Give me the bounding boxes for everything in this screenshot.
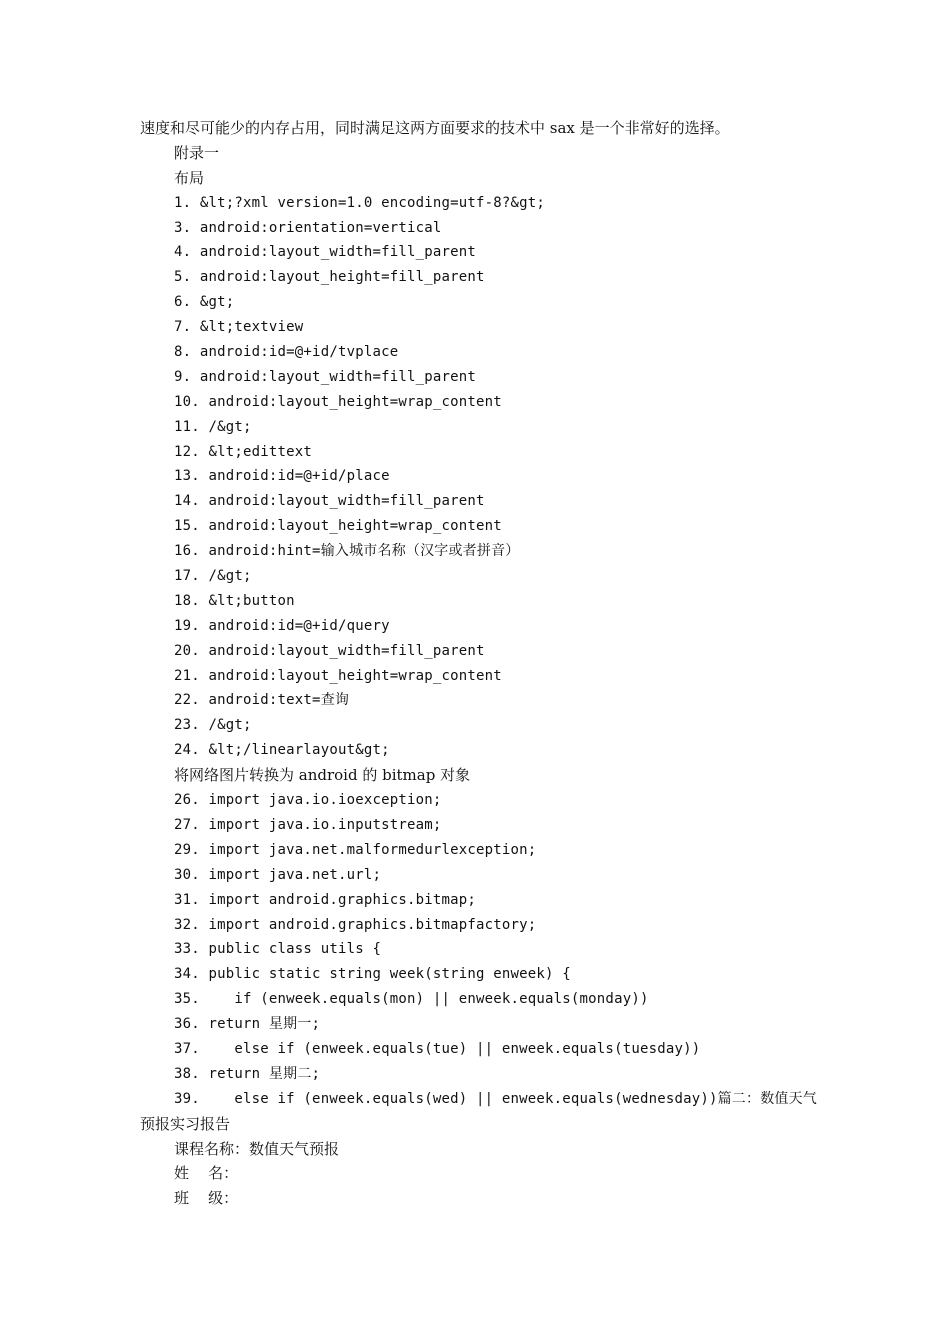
- code-line: 23. /&gt;: [174, 717, 252, 734]
- code-line: 7. &lt;textview: [174, 319, 304, 336]
- code-line: 12. &lt;edittext: [174, 443, 313, 460]
- code-line: 30. import java.net.url;: [174, 866, 382, 883]
- code-line: 11. /&gt;: [174, 418, 252, 435]
- code-line: 33. public class utils {: [174, 941, 382, 958]
- code-line: 37. else if (enweek.equals(tue) || enweek.equals(tuesday)): [174, 1040, 701, 1057]
- code-line: 10. android:layout_height=wrap_content: [174, 393, 502, 410]
- text-line: 班 级：: [174, 1189, 239, 1208]
- code-line: 36. return 星期一;: [174, 1016, 321, 1033]
- code-line: 27. import java.io.inputstream;: [174, 816, 442, 833]
- code-line: 8. android:id=@+id/tvplace: [174, 344, 399, 361]
- code-line: 19. android:id=@+id/query: [174, 617, 390, 634]
- code-line: 15. android:layout_height=wrap_content: [174, 518, 502, 535]
- code-line: 26. import java.io.ioexception;: [174, 792, 442, 809]
- code-line: 24. &lt;/linearlayout&gt;: [174, 742, 390, 759]
- text-line: 附录一: [174, 143, 220, 162]
- code-line: 35. if (enweek.equals(mon) || enweek.equals(monday)): [174, 991, 649, 1008]
- code-line: 38. return 星期二;: [174, 1065, 321, 1082]
- code-line: 31. import android.graphics.bitmap;: [174, 891, 477, 908]
- code-line: 9. android:layout_width=fill_parent: [174, 368, 477, 385]
- text-line: 预报实习报告: [140, 1114, 231, 1133]
- code-line: 13. android:id=@+id/place: [174, 468, 390, 485]
- code-line: 14. android:layout_width=fill_parent: [174, 493, 485, 510]
- text-line: 布局: [174, 168, 205, 187]
- code-line: 18. &lt;button: [174, 592, 295, 609]
- text-line: 速度和尽可能少的内存占用，同时满足这两方面要求的技术中 sax 是一个非常好的选择。: [140, 119, 730, 137]
- code-line: 3. android:orientation=vertical: [174, 219, 442, 236]
- code-line: 6. &gt;: [174, 294, 235, 311]
- code-line: 34. public static string week(string enweek) {: [174, 966, 571, 983]
- text-line: 课程名称：数值天气预报: [174, 1139, 340, 1158]
- code-line: 39. else if (enweek.equals(wed) || enweek.equals(wednesday))篇二：数值天气: [174, 1090, 818, 1107]
- code-line: 22. android:text=查询: [174, 692, 350, 709]
- code-line: 16. android:hint=输入城市名称（汉字或者拼音）: [174, 543, 520, 560]
- document-body: [140, 116, 820, 1211]
- code-line: 29. import java.net.malformedurlexception;: [174, 841, 537, 858]
- code-line: 4. android:layout_width=fill_parent: [174, 244, 477, 261]
- code-line: 20. android:layout_width=fill_parent: [174, 642, 485, 659]
- text-line: 将网络图片转换为 android 的 bitmap 对象: [174, 766, 471, 785]
- text-line: 姓 名：: [174, 1164, 239, 1183]
- code-line: 17. /&gt;: [174, 568, 252, 585]
- code-line: 21. android:layout_height=wrap_content: [174, 667, 502, 684]
- code-line: 32. import android.graphics.bitmapfactory;: [174, 916, 537, 933]
- code-line: 5. android:layout_height=fill_parent: [174, 269, 485, 286]
- code-line: 1. &lt;?xml version=1.0 encoding=utf-8?&gt;: [174, 194, 546, 211]
